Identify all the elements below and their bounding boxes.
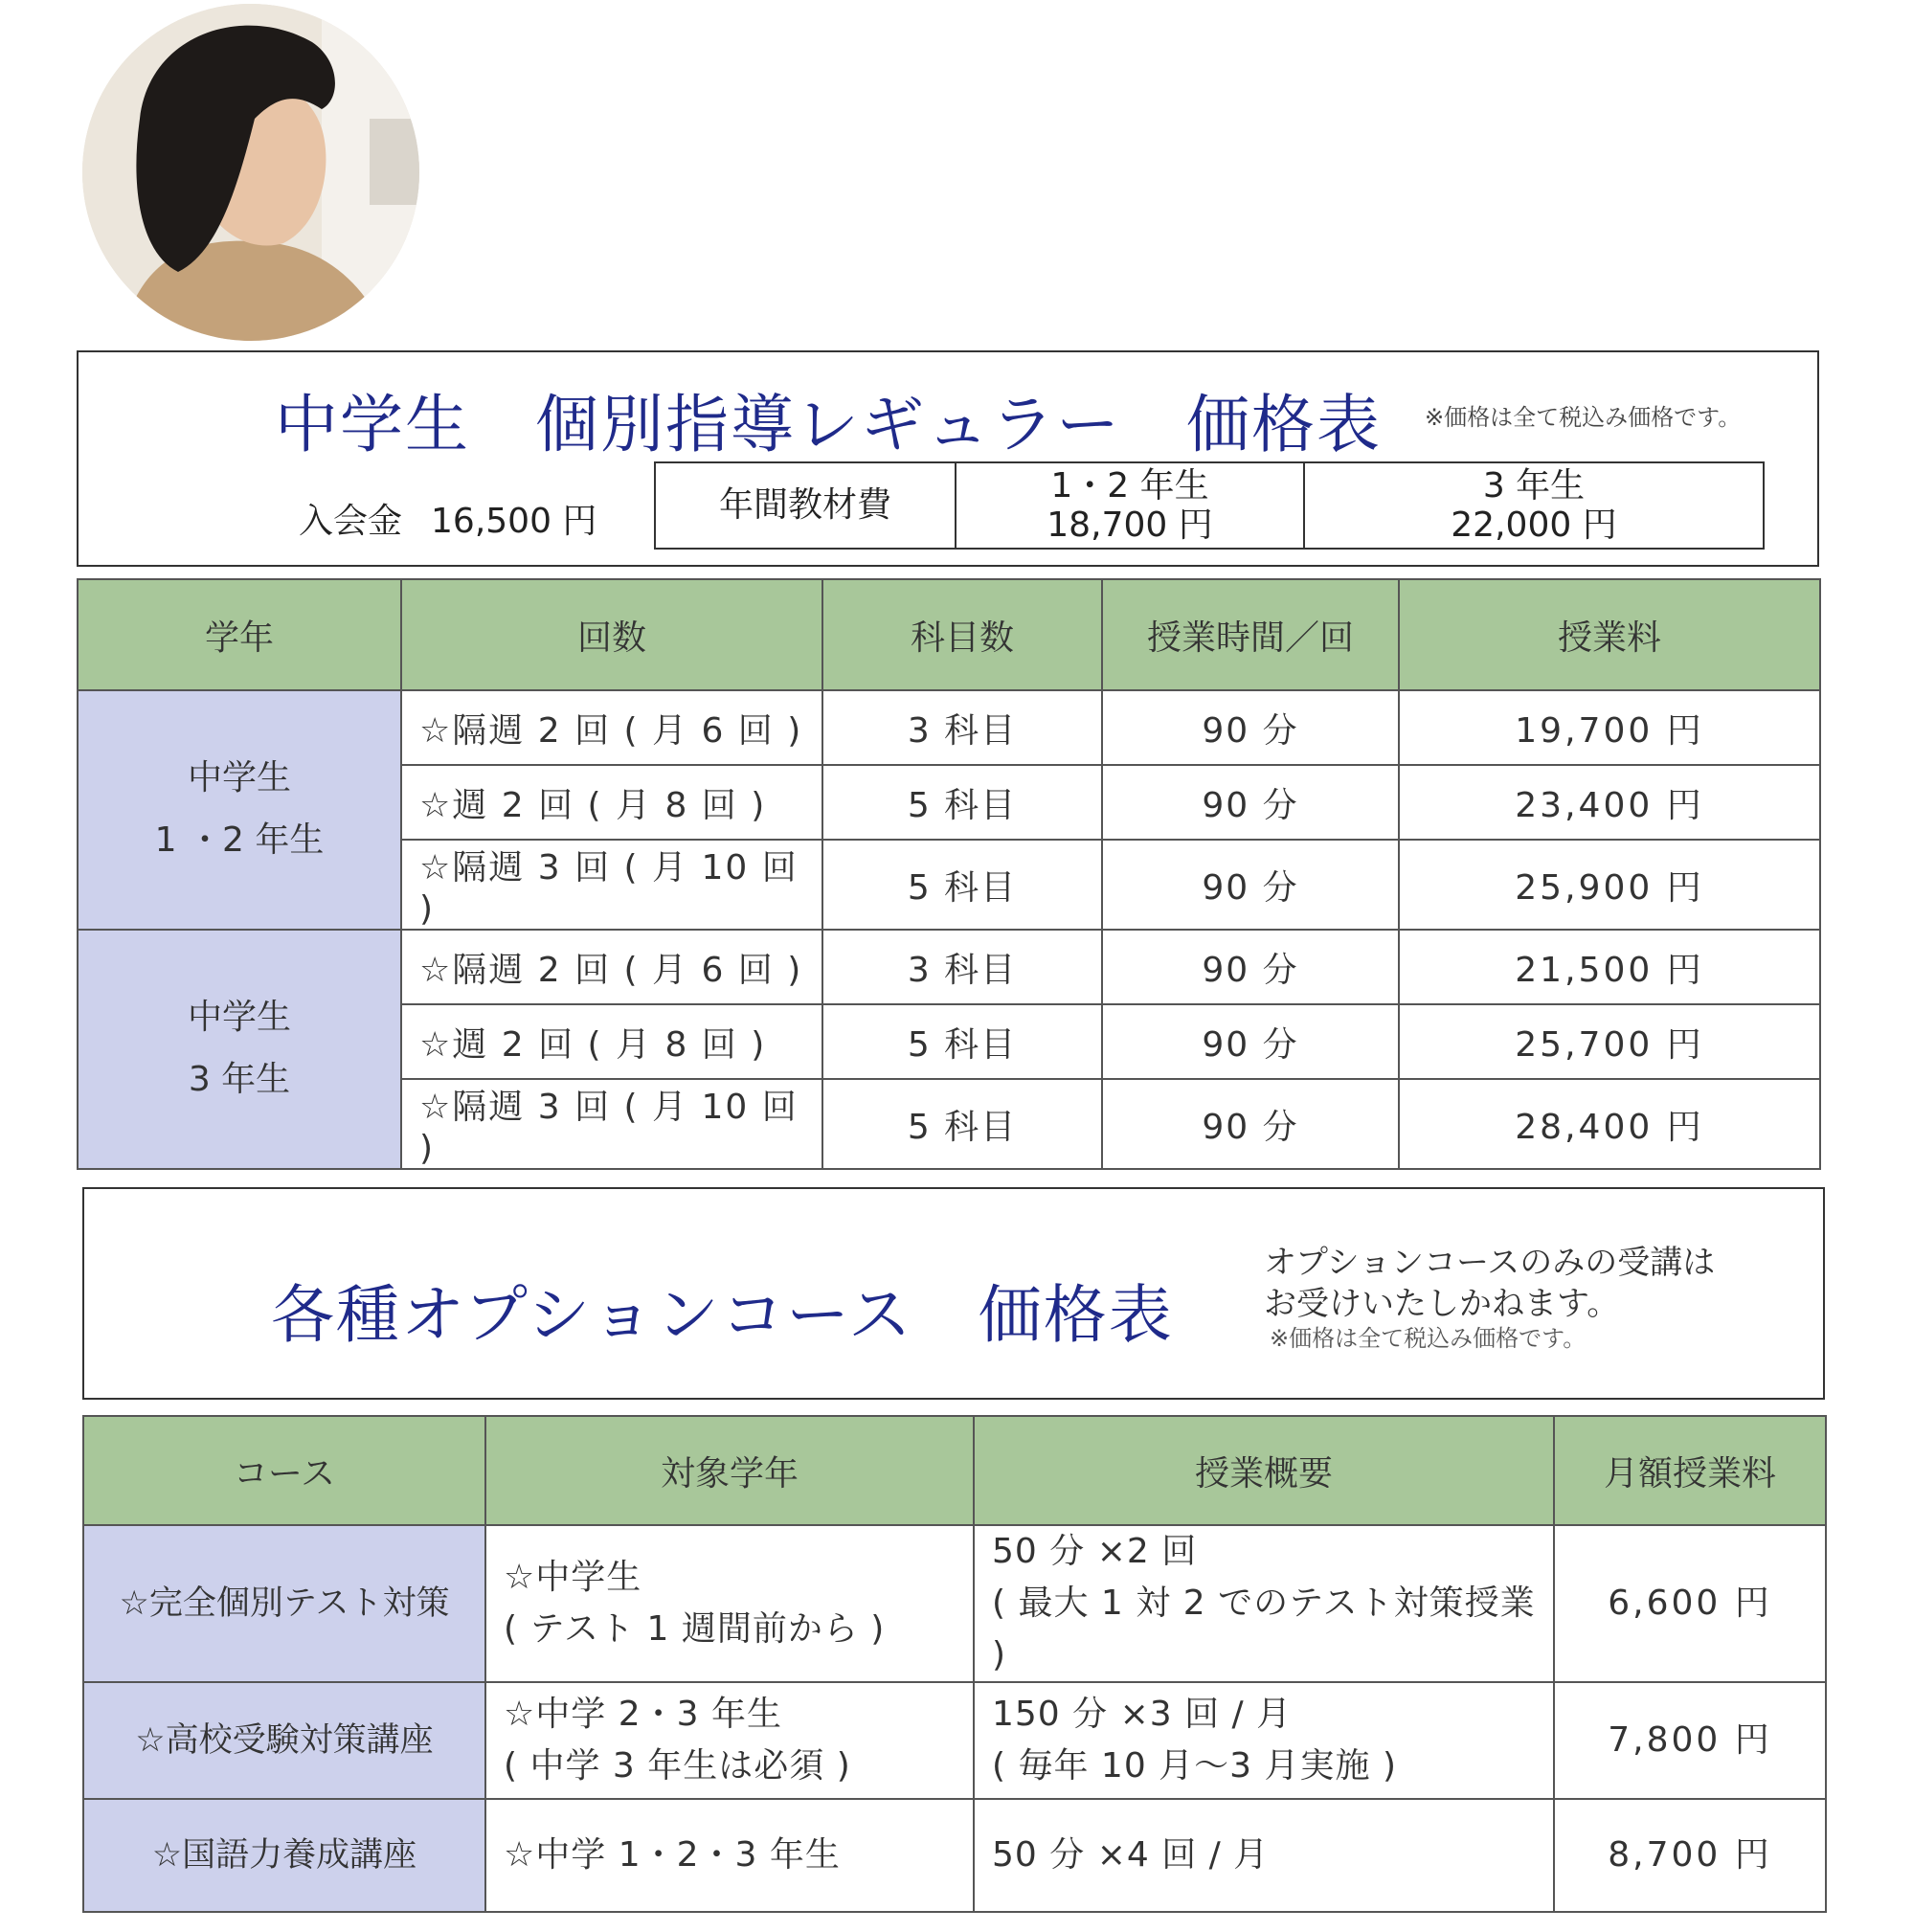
time-cell: 90 分 — [1102, 840, 1399, 930]
header-count: 回数 — [401, 579, 822, 690]
tax-note: ※価格は全て税込み価格です。 — [1425, 404, 1742, 431]
outline-line1: 50 分 ×4 回 / 月 — [992, 1835, 1270, 1875]
target-line2: ( テスト 1 週間前から ) — [504, 1609, 886, 1649]
course-cell: ☆完全個別テスト対策 — [83, 1525, 485, 1682]
subjects-cell: 5 科目 — [822, 1004, 1102, 1079]
materials-fee-table — [654, 461, 1765, 550]
header-fee: 授業料 — [1399, 579, 1820, 690]
table-row — [83, 1799, 1826, 1912]
course-cell: ☆国語力養成講座 — [83, 1799, 485, 1912]
table-row — [78, 690, 1820, 765]
time-cell: 90 分 — [1102, 1079, 1399, 1169]
count-cell: ☆隔週 3 回 ( 月 10 回 ) — [401, 1079, 822, 1169]
admission-label: 入会金 — [299, 502, 403, 541]
fee-cell: 25,900 円 — [1399, 840, 1820, 930]
outline-cell — [974, 1525, 1554, 1682]
target-cell — [485, 1525, 974, 1682]
admission-fee — [299, 494, 596, 543]
monthly-fee-cell: 7,800 円 — [1554, 1682, 1826, 1799]
target-line2: ( 中学 3 年生は必須 ) — [504, 1746, 851, 1786]
table-header-row — [78, 579, 1820, 690]
target-cell — [485, 1799, 974, 1912]
table-row — [83, 1682, 1826, 1799]
option-price-table — [82, 1415, 1827, 1913]
outline-cell — [974, 1799, 1554, 1912]
outline-line1: 150 分 ×3 回 / 月 — [992, 1695, 1293, 1734]
subjects-cell: 3 科目 — [822, 930, 1102, 1004]
grade-line1: 中学生 — [187, 998, 291, 1038]
header-subjects: 科目数 — [822, 579, 1102, 690]
table-header-row — [83, 1416, 1826, 1525]
outline-line1: 50 分 ×2 回 — [992, 1532, 1198, 1571]
option-note-line2: お受けいたしかねます。 — [1264, 1284, 1620, 1323]
outline-line2: ( 毎年 10 月～3 月実施 ) — [992, 1746, 1398, 1786]
monthly-fee-cell: 6,600 円 — [1554, 1525, 1826, 1682]
materials-grade12 — [956, 462, 1304, 549]
table-row — [83, 1525, 1826, 1682]
fee-cell: 21,500 円 — [1399, 930, 1820, 1004]
header-target: 対象学年 — [485, 1416, 974, 1525]
grade-line2: 1 ・2 年生 — [154, 820, 325, 860]
admission-value: 16,500 円 — [431, 502, 597, 541]
subjects-cell: 3 科目 — [822, 690, 1102, 765]
regular-price-header — [77, 350, 1819, 567]
target-line1: ☆中学生 — [504, 1558, 642, 1597]
count-cell: ☆隔週 2 回 ( 月 6 回 ) — [401, 690, 822, 765]
subjects-cell: 5 科目 — [822, 1079, 1102, 1169]
materials-grade3-fee: 22,000 円 — [1451, 505, 1617, 545]
table-row — [78, 930, 1820, 1004]
grade-line2: 3 年生 — [188, 1060, 291, 1099]
grade-group-1-2 — [78, 690, 401, 930]
time-cell: 90 分 — [1102, 690, 1399, 765]
materials-grade12-label: 1・2 年生 — [1050, 465, 1209, 505]
fee-cell: 23,400 円 — [1399, 765, 1820, 840]
count-cell: ☆週 2 回 ( 月 8 回 ) — [401, 765, 822, 840]
count-cell: ☆隔週 2 回 ( 月 6 回 ) — [401, 930, 822, 1004]
monthly-fee-cell: 8,700 円 — [1554, 1799, 1826, 1912]
subjects-cell: 5 科目 — [822, 765, 1102, 840]
header-monthly-fee: 月額授業料 — [1554, 1416, 1826, 1525]
option-price-title: 各種オプションコース 価格表 — [271, 1278, 1174, 1352]
count-cell: ☆週 2 回 ( 月 8 回 ) — [401, 1004, 822, 1079]
header-time: 授業時間／回 — [1102, 579, 1399, 690]
course-cell: ☆高校受験対策講座 — [83, 1682, 485, 1799]
option-note-line1: オプションコースのみの受講は — [1264, 1244, 1716, 1282]
outline-line2: ( 最大 1 対 2 でのテスト対策授業 ) — [992, 1584, 1536, 1674]
materials-grade12-fee: 18,700 円 — [1047, 505, 1213, 545]
regular-price-table — [77, 578, 1821, 1170]
materials-grade3-label: 3 年生 — [1482, 465, 1586, 505]
fee-cell: 25,700 円 — [1399, 1004, 1820, 1079]
option-price-header — [82, 1187, 1825, 1400]
target-cell — [485, 1682, 974, 1799]
fee-cell: 28,400 円 — [1399, 1079, 1820, 1169]
fee-cell: 19,700 円 — [1399, 690, 1820, 765]
student-photo — [82, 4, 419, 341]
option-tax-note: ※価格は全て税込み価格です。 — [1270, 1325, 1587, 1352]
header-outline: 授業概要 — [974, 1416, 1554, 1525]
time-cell: 90 分 — [1102, 930, 1399, 1004]
materials-grade3 — [1304, 462, 1764, 549]
regular-price-title: 中学生 個別指導レギュラー 価格表 — [275, 388, 1382, 461]
time-cell: 90 分 — [1102, 1004, 1399, 1079]
header-course: コース — [83, 1416, 485, 1525]
grade-line1: 中学生 — [187, 758, 291, 798]
outline-cell — [974, 1682, 1554, 1799]
time-cell: 90 分 — [1102, 765, 1399, 840]
option-note — [1264, 1243, 1715, 1353]
count-cell: ☆隔週 3 回 ( 月 10 回 ) — [401, 840, 822, 930]
materials-label: 年間教材費 — [655, 462, 956, 549]
subjects-cell: 5 科目 — [822, 840, 1102, 930]
target-line1: ☆中学 2・3 年生 — [504, 1695, 782, 1734]
header-grade: 学年 — [78, 579, 401, 690]
grade-group-3 — [78, 930, 401, 1169]
target-line1: ☆中学 1・2・3 年生 — [504, 1835, 841, 1875]
